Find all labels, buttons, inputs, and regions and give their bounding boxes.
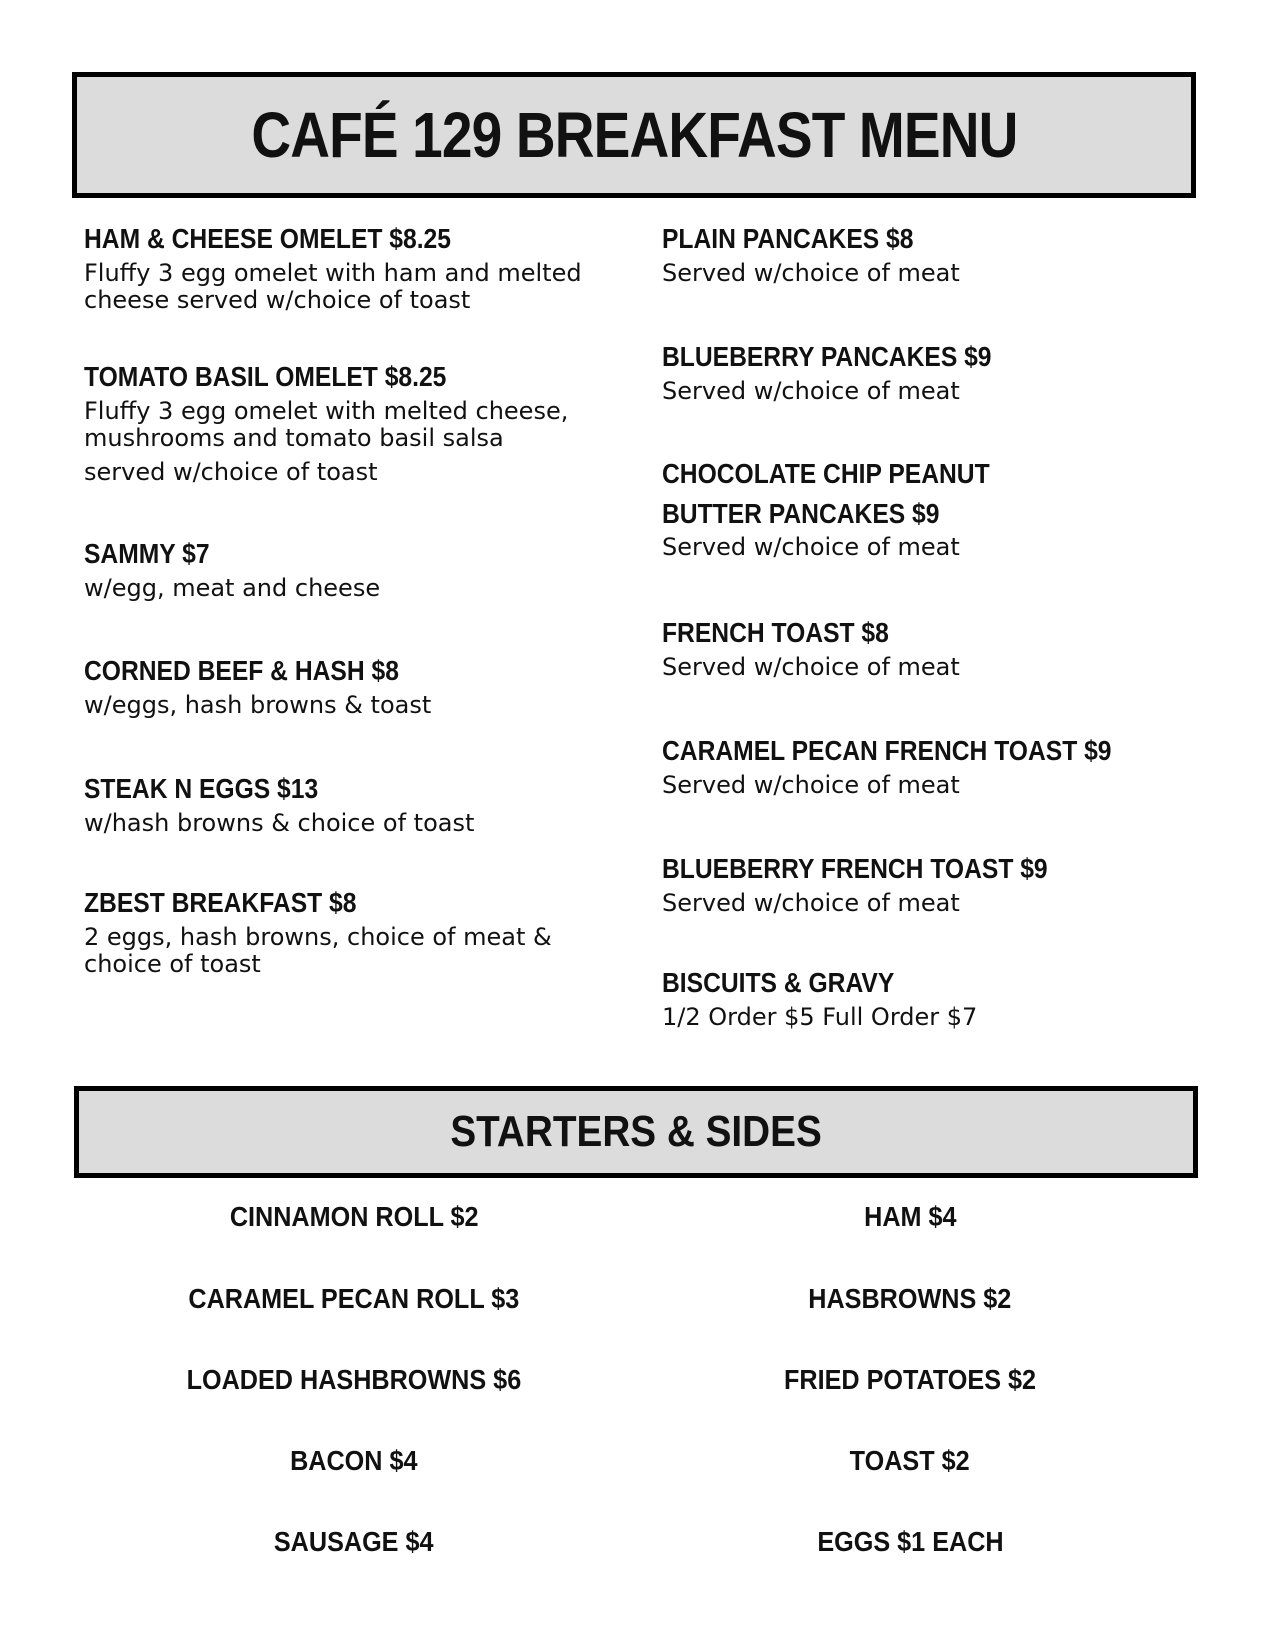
item-description: w/eggs, hash browns & toast (84, 690, 432, 719)
item-name: SAMMY $7 (84, 538, 210, 569)
item-name: CORNED BEEF & HASH $8 (84, 655, 399, 686)
item-name-line-2: BUTTER PANCAKES $9 (662, 497, 940, 529)
menu-item-plain-pancakes (662, 222, 1202, 287)
item-description: Fluffy 3 egg omelet with melted cheese, mushrooms and tomato basil salsa (84, 396, 569, 453)
item-description: Served w/choice of meat (662, 770, 960, 799)
menu-item-sammy (84, 537, 624, 602)
menu-item-ham-cheese-omelet (84, 222, 624, 315)
menu-title-banner (72, 72, 1196, 198)
menu-item-steak-n-eggs (84, 772, 624, 837)
item-description: Fluffy 3 egg omelet with ham and melted cheese served w/choice of toast (84, 258, 582, 315)
item-description: Served w/choice of meat (662, 533, 960, 562)
item-name: PLAIN PANCAKES $8 (662, 223, 914, 254)
side-item: CARAMEL PECAN ROLL $3 (188, 1283, 520, 1314)
menu-item-zbest-breakfast (84, 886, 624, 979)
item-description: Served w/choice of meat (662, 652, 960, 681)
side-item: HAM $4 (863, 1201, 957, 1232)
menu-item-blueberry-french-toast (662, 852, 1202, 917)
side-item: HASBROWNS $2 (808, 1283, 1012, 1314)
side-item: LOADED HASHBROWNS $6 (186, 1364, 522, 1395)
item-name: STEAK N EGGS $13 (84, 773, 319, 804)
menu-item-chocolate-chip-pb-pancakes (662, 457, 1202, 562)
item-description: 2 eggs, hash browns, choice of meat & choice of toast (84, 922, 552, 979)
item-description-extra: served w/choice of toast (84, 457, 378, 486)
menu-title: CAFÉ 129 BREAKFAST MENU (250, 99, 1018, 171)
menu-item-corned-beef-hash (84, 654, 624, 719)
item-name: BLUEBERRY FRENCH TOAST $9 (662, 853, 1048, 884)
side-item: CINNAMON ROLL $2 (229, 1201, 479, 1232)
item-name: FRENCH TOAST $8 (662, 617, 889, 648)
item-name: CARAMEL PECAN FRENCH TOAST $9 (662, 735, 1112, 766)
starters-sides-banner (74, 1086, 1198, 1178)
side-item: EGGS $1 EACH (816, 1526, 1004, 1557)
menu-item-tomato-basil-omelet (84, 360, 624, 486)
side-item: FRIED POTATOES $2 (783, 1364, 1037, 1395)
menu-item-french-toast (662, 616, 1202, 681)
menu-item-biscuits-gravy (662, 966, 1202, 1031)
item-name: ZBEST BREAKFAST $8 (84, 887, 357, 918)
item-name: CHOCOLATE CHIP PEANUT (662, 458, 990, 489)
side-item: TOAST $2 (850, 1445, 970, 1476)
item-name: BLUEBERRY PANCAKES $9 (662, 341, 992, 372)
menu-item-blueberry-pancakes (662, 340, 1202, 405)
side-item: BACON $4 (290, 1445, 418, 1476)
item-description: 1/2 Order $5 Full Order $7 (662, 1002, 978, 1031)
item-description: w/egg, meat and cheese (84, 573, 381, 602)
side-item: SAUSAGE $4 (274, 1526, 434, 1557)
item-name: BISCUITS & GRAVY (662, 967, 895, 998)
item-description: Served w/choice of meat (662, 888, 960, 917)
item-description: Served w/choice of meat (662, 376, 960, 405)
menu-item-caramel-pecan-french-toast (662, 734, 1202, 799)
item-description: w/hash browns & choice of toast (84, 808, 475, 837)
starters-sides-title: STARTERS & SIDES (450, 1107, 822, 1156)
item-description: Served w/choice of meat (662, 258, 960, 287)
item-name: HAM & CHEESE OMELET $8.25 (84, 223, 451, 254)
item-name: TOMATO BASIL OMELET $8.25 (84, 361, 447, 392)
